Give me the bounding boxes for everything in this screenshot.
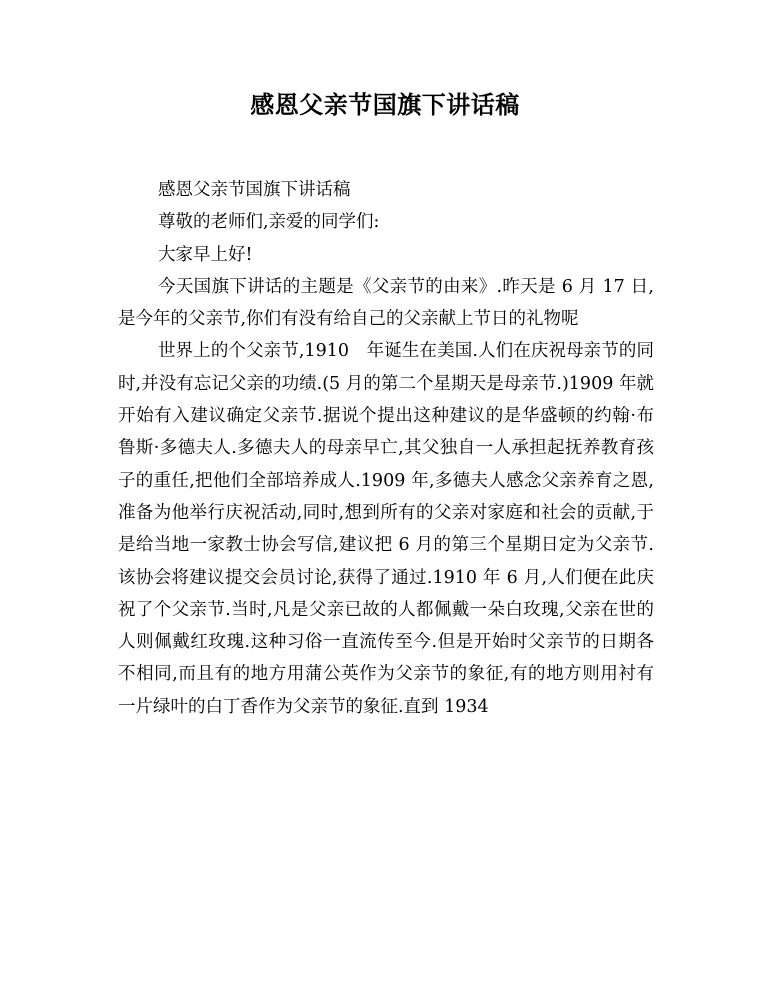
document-body [118,174,654,723]
paragraph-topic: 今天国旗下讲话的主题是《父亲节的由来》.昨天是 6 月 17 日,是今年的父亲节,你们有没有给自己的父亲献上节日的礼物呢 [118,276,654,330]
paragraph-heading: 感恩父亲节国旗下讲话稿 [158,180,351,200]
paragraph-history: 世界上的个父亲节,1910 年诞生在美国.人们在庆祝母亲节的同时,并没有忘记父亲的功绩.(5 月的第二个星期天是母亲节.)1909 年就开始有入建议确定父亲节.据说个提出这种建议的是华盛顿的约翰·布鲁斯·多德夫人.多德夫人的母亲早亡,其父独自一人承担起抚养教育孩子的重任,把他们全部培养成人.1909 年,多德夫人感念父亲养育之恩,准备为他举行庆祝活动,同时,想到所有的父亲对家庭和社会的贡献,于是给当地一家教士协会写信,建议把 6 月的第三个星期日定为父亲节.该协会将建议提交会员讨论,获得了通过.1910 年 6 月,人们便在此庆祝了个父亲节.当时,凡是父亲已故的人都佩戴一朵白玫瑰,父亲在世的人则佩戴红玫瑰.这种习俗一直流传至今.但是开始时父亲节的日期各不相同,而且有的地方用蒲公英作为父亲节的象征,有的地方则用衬有一片绿叶的白丁香作为父亲节的象征.直到 1934 [118,341,654,717]
paragraph-greeting: 大家早上好! [158,244,253,265]
paragraph-salutation: 尊敬的老师们,亲爱的同学们: [158,212,380,233]
document-title: 感恩父亲节国旗下讲话稿 [250,91,520,119]
